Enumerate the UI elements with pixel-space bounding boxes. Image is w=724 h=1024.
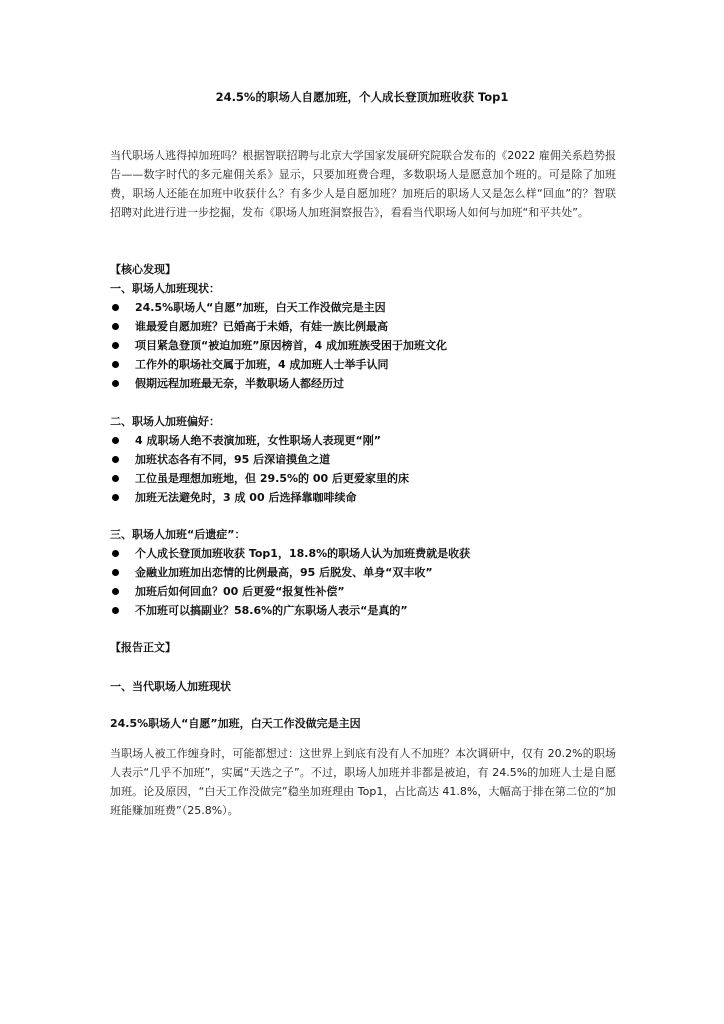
bullet-icon xyxy=(112,361,119,368)
list-item: 个人成长登顶加班收获 Top1，18.8%的职场人认为加班费就是收获 xyxy=(110,544,470,563)
bullet-icon xyxy=(112,588,119,595)
list-item: 4 成职场人绝不表演加班，女性职场人表现更“刚” xyxy=(110,431,409,450)
list-item: 不加班可以搞副业？58.6%的广东职场人表示“是真的” xyxy=(110,601,470,620)
section-1-list xyxy=(110,298,447,393)
bullet-icon xyxy=(112,494,119,501)
bullet-icon xyxy=(112,342,119,349)
list-item: 工位虽是理想加班地，但 29.5%的 00 后更爱家里的床 xyxy=(110,469,409,488)
report-sub-heading: 24.5%职场人“自愿”加班，白天工作没做完是主因 xyxy=(110,717,361,730)
intro-paragraph: 当代职场人逃得掉加班吗？根据智联招聘与北京大学国家发展研究院联合发布的《2022 雇佣关系趋势报告——数字时代的多元雇佣关系》显示，只要加班费合理，多数职场人是愿意加个班的。可是除了加班费，职场人还能在加班中收获什么？有多少人是自愿加班？加班后的职场人又是怎么样“回血”的？智联招聘对此进行进一步挖掘，发布《职场人加班洞察报告》，看看当代职场人如何与加班“和平共处”。 xyxy=(110,149,616,219)
document-title: 24.5%的职场人自愿加班，个人成长登顶加班收获 Top1 xyxy=(215,90,509,104)
bullet-icon xyxy=(112,569,119,576)
list-item: 谁最爱自愿加班？已婚高于未婚，有娃一族比例最高 xyxy=(110,317,447,336)
list-item: 24.5%职场人“自愿”加班，白天工作没做完是主因 xyxy=(110,298,447,317)
list-item: 加班后如何回血？00 后更爱“报复性补偿” xyxy=(110,582,470,601)
bullet-icon xyxy=(112,380,119,387)
bullet-icon xyxy=(112,323,119,330)
section-1-heading: 一、职场人加班现状： xyxy=(110,282,220,295)
list-item: 加班无法避免时，3 成 00 后选择靠咖啡续命 xyxy=(110,488,409,507)
report-body-heading: 【报告正文】 xyxy=(110,641,176,654)
report-section-heading: 一、当代职场人加班现状 xyxy=(110,680,231,693)
bullet-icon xyxy=(112,607,119,614)
bullet-icon xyxy=(112,304,119,311)
section-3-list xyxy=(110,544,470,620)
section-2-list xyxy=(110,431,409,507)
bullet-icon xyxy=(112,475,119,482)
bullet-icon xyxy=(112,550,119,557)
list-item: 金融业加班加出恋情的比例最高，95 后脱发、单身“双丰收” xyxy=(110,563,470,582)
list-item: 工作外的职场社交属于加班，4 成加班人士举手认同 xyxy=(110,355,447,374)
list-item: 项目紧急登顶“被迫加班”原因榜首，4 成加班族受困于加班文化 xyxy=(110,336,447,355)
body-paragraph: 当职场人被工作缠身时，可能都想过：这世界上到底有没有人不加班？本次调研中，仅有 20.2%的职场人表示“几乎不加班”，实属“天选之子”。不过，职场人加班并非都是被迫，有 24.5%的加班人士是自愿加班。论及原因，“白天工作没做完”稳坐加班理由 Top1，占比高达 41.8%，大幅高于排在第二位的“加班能赚加班费”（25.8%）。 xyxy=(110,747,616,817)
list-item: 假期远程加班最无奈，半数职场人都经历过 xyxy=(110,374,447,393)
section-3-heading: 三、职场人加班“后遗症”： xyxy=(110,528,246,541)
section-2-heading: 二、职场人加班偏好： xyxy=(110,415,220,428)
list-item: 加班状态各有不同，95 后深谙摸鱼之道 xyxy=(110,450,409,469)
bullet-icon xyxy=(112,456,119,463)
bullet-icon xyxy=(112,437,119,444)
core-findings-heading: 【核心发现】 xyxy=(110,263,176,276)
